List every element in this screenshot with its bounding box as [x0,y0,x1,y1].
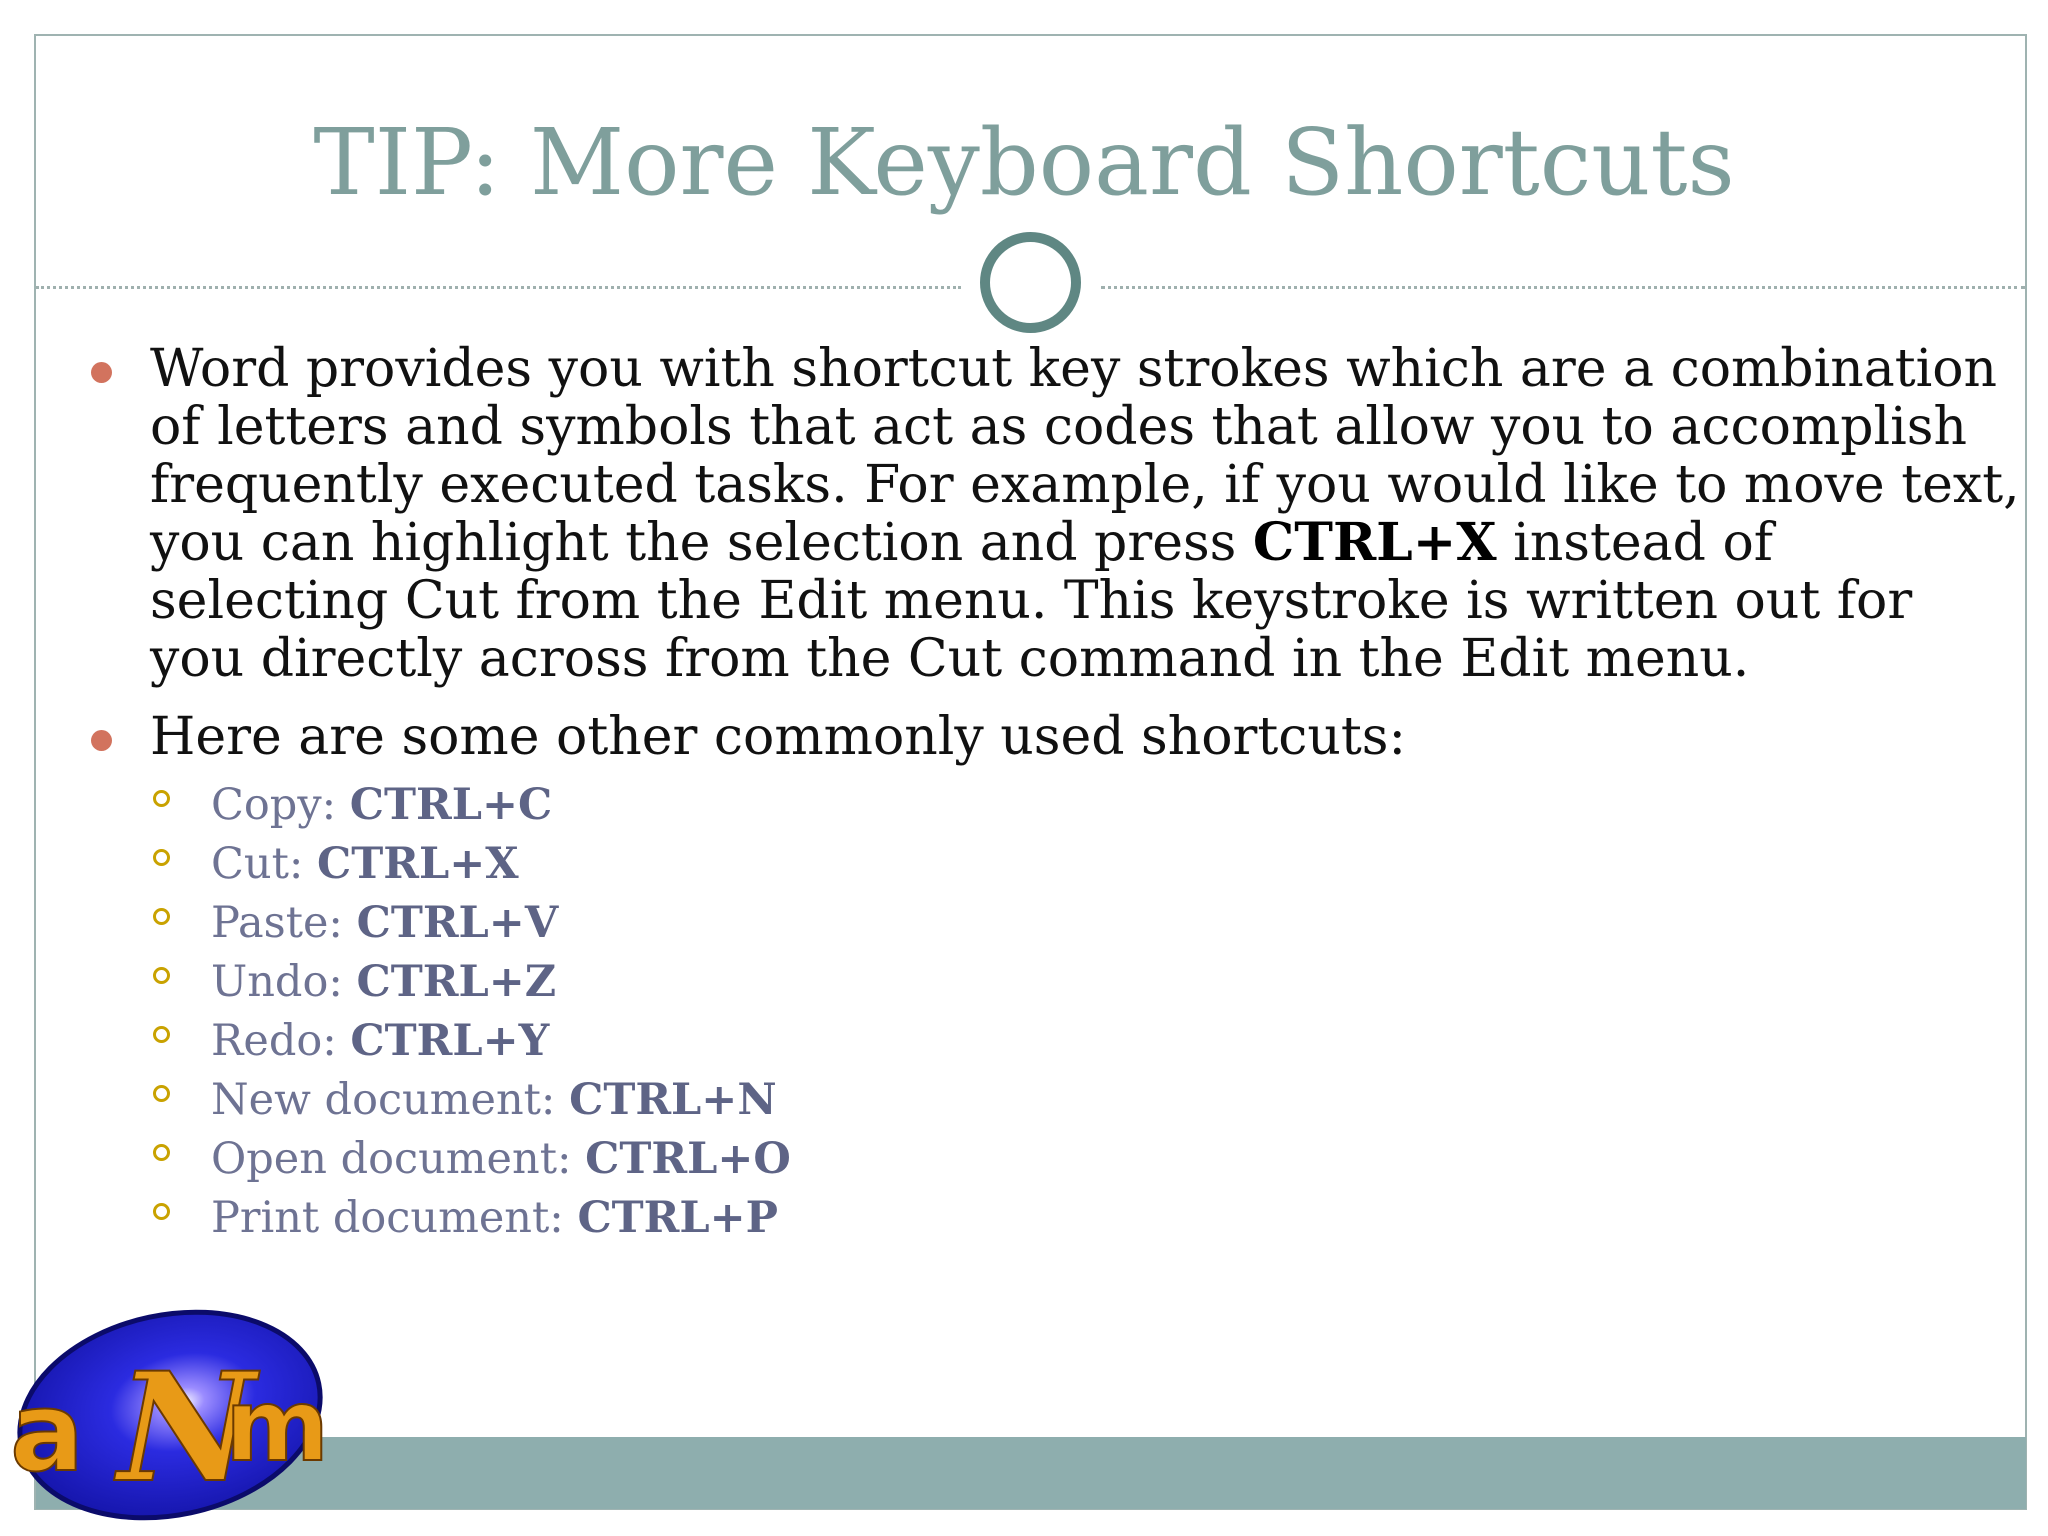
title-divider-left [36,286,961,289]
shortcut-label: Open document: [211,1134,586,1184]
shortcut-item [211,1071,2020,1130]
shortcut-item [211,835,2020,894]
ring-bullet-icon [153,790,170,807]
shortcut-key: CTRL+C [349,780,553,830]
shortcut-label: Copy: [211,780,350,830]
ring-bullet-icon [153,908,170,925]
shortcut-label: Redo: [211,1016,351,1066]
ring-bullet-icon [153,1203,170,1220]
bullet-1-text-before: Word provides you with shortcut key strokes which are a combination of letters and symbols that act as codes that allow you to accomplish frequently executed tasks. For example, if you would like to move text, you can highlight the selection and press [150,339,2020,573]
shortcut-item [211,894,2020,953]
logo-letter-a: a [10,1368,85,1496]
bullet-dot-icon [91,362,112,383]
shortcut-label: Paste: [211,898,357,948]
bullet-paragraph-1 [80,340,2020,688]
shortcut-list [80,776,2020,1248]
logo-letter-n: N [118,1340,256,1516]
shortcut-label: Print document: [211,1193,578,1243]
ring-bullet-icon [153,1085,170,1102]
title-ring-ornament [980,232,1081,333]
shortcut-key: CTRL+V [356,898,559,948]
shortcut-item [211,1012,2020,1071]
bullet-1-text-after: instead of selecting Cut from the Edit menu. This keystroke is written out for you directly across from the Cut command in the Edit menu. [150,513,1913,689]
shortcut-key: CTRL+P [577,1193,778,1243]
ring-bullet-icon [153,849,170,866]
shortcut-item [211,776,2020,835]
slide-title: TIP: More Keyboard Shortcuts [313,109,1735,216]
title-divider-right [1101,286,2025,289]
bullet-2-text: Here are some other commonly used shortcuts: [150,707,1406,767]
shortcut-label: Cut: [211,839,318,889]
shortcut-key: CTRL+O [585,1134,791,1184]
shortcut-key: CTRL+Y [350,1016,550,1066]
anm-logo [0,1280,340,1530]
bullet-dot-icon [91,730,112,751]
shortcut-key: CTRL+X [317,839,519,889]
shortcut-key: CTRL+Z [356,957,557,1007]
shortcut-label: New document: [211,1075,570,1125]
bullet-paragraph-2 [80,708,2020,766]
shortcut-label: Undo: [211,957,357,1007]
slide-body [80,340,2020,1248]
ring-bullet-icon [153,1144,170,1161]
ring-bullet-icon [153,967,170,984]
shortcut-item [211,1189,2020,1248]
logo-letter-m: m [225,1367,330,1484]
shortcut-item [211,1130,2020,1189]
bullet-1-bold-key: CTRL+X [1252,512,1497,573]
shortcut-item [211,953,2020,1012]
shortcut-key: CTRL+N [569,1075,777,1125]
ring-bullet-icon [153,1026,170,1043]
